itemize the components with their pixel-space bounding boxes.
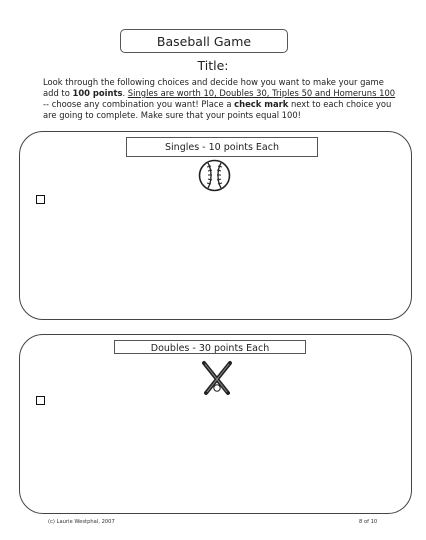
instructions-text-1: Look through the following choices and decide how you want to make your game add to bbox=[43, 77, 384, 98]
crossed-bats-icon bbox=[199, 360, 235, 396]
instructions-text-2: . bbox=[122, 88, 128, 98]
instructions-paragraph bbox=[43, 77, 397, 121]
baseball-icon bbox=[198, 159, 231, 192]
instructions-check-bold: check mark bbox=[234, 99, 289, 109]
title-field-label: Title: bbox=[197, 58, 229, 73]
instructions-point-values: Singles are worth 10, Doubles 30, Triples 50 and Homeruns 100 bbox=[127, 88, 396, 98]
instructions-text-3: -- choose any combination you want! Place a bbox=[43, 99, 235, 109]
doubles-header-label: Doubles - 30 points Each bbox=[150, 343, 270, 354]
doubles-checkbox[interactable] bbox=[36, 396, 45, 405]
instructions-points-bold: 100 points bbox=[72, 88, 123, 98]
game-title: Baseball Game bbox=[156, 33, 252, 49]
game-title-box bbox=[120, 29, 288, 53]
singles-header-label: Singles - 10 points Each bbox=[165, 141, 279, 153]
copyright-footer: (c) Laurie Westphal, 2007 bbox=[48, 519, 115, 525]
singles-section bbox=[19, 131, 412, 320]
instructions-text-4: next to each choice you are going to complete. Make sure that your points equal 100! bbox=[43, 99, 392, 120]
doubles-header bbox=[114, 340, 306, 354]
doubles-section bbox=[19, 334, 412, 514]
singles-checkbox[interactable] bbox=[36, 195, 45, 204]
singles-header bbox=[126, 137, 318, 157]
page-number: 8 of 10 bbox=[359, 519, 378, 525]
